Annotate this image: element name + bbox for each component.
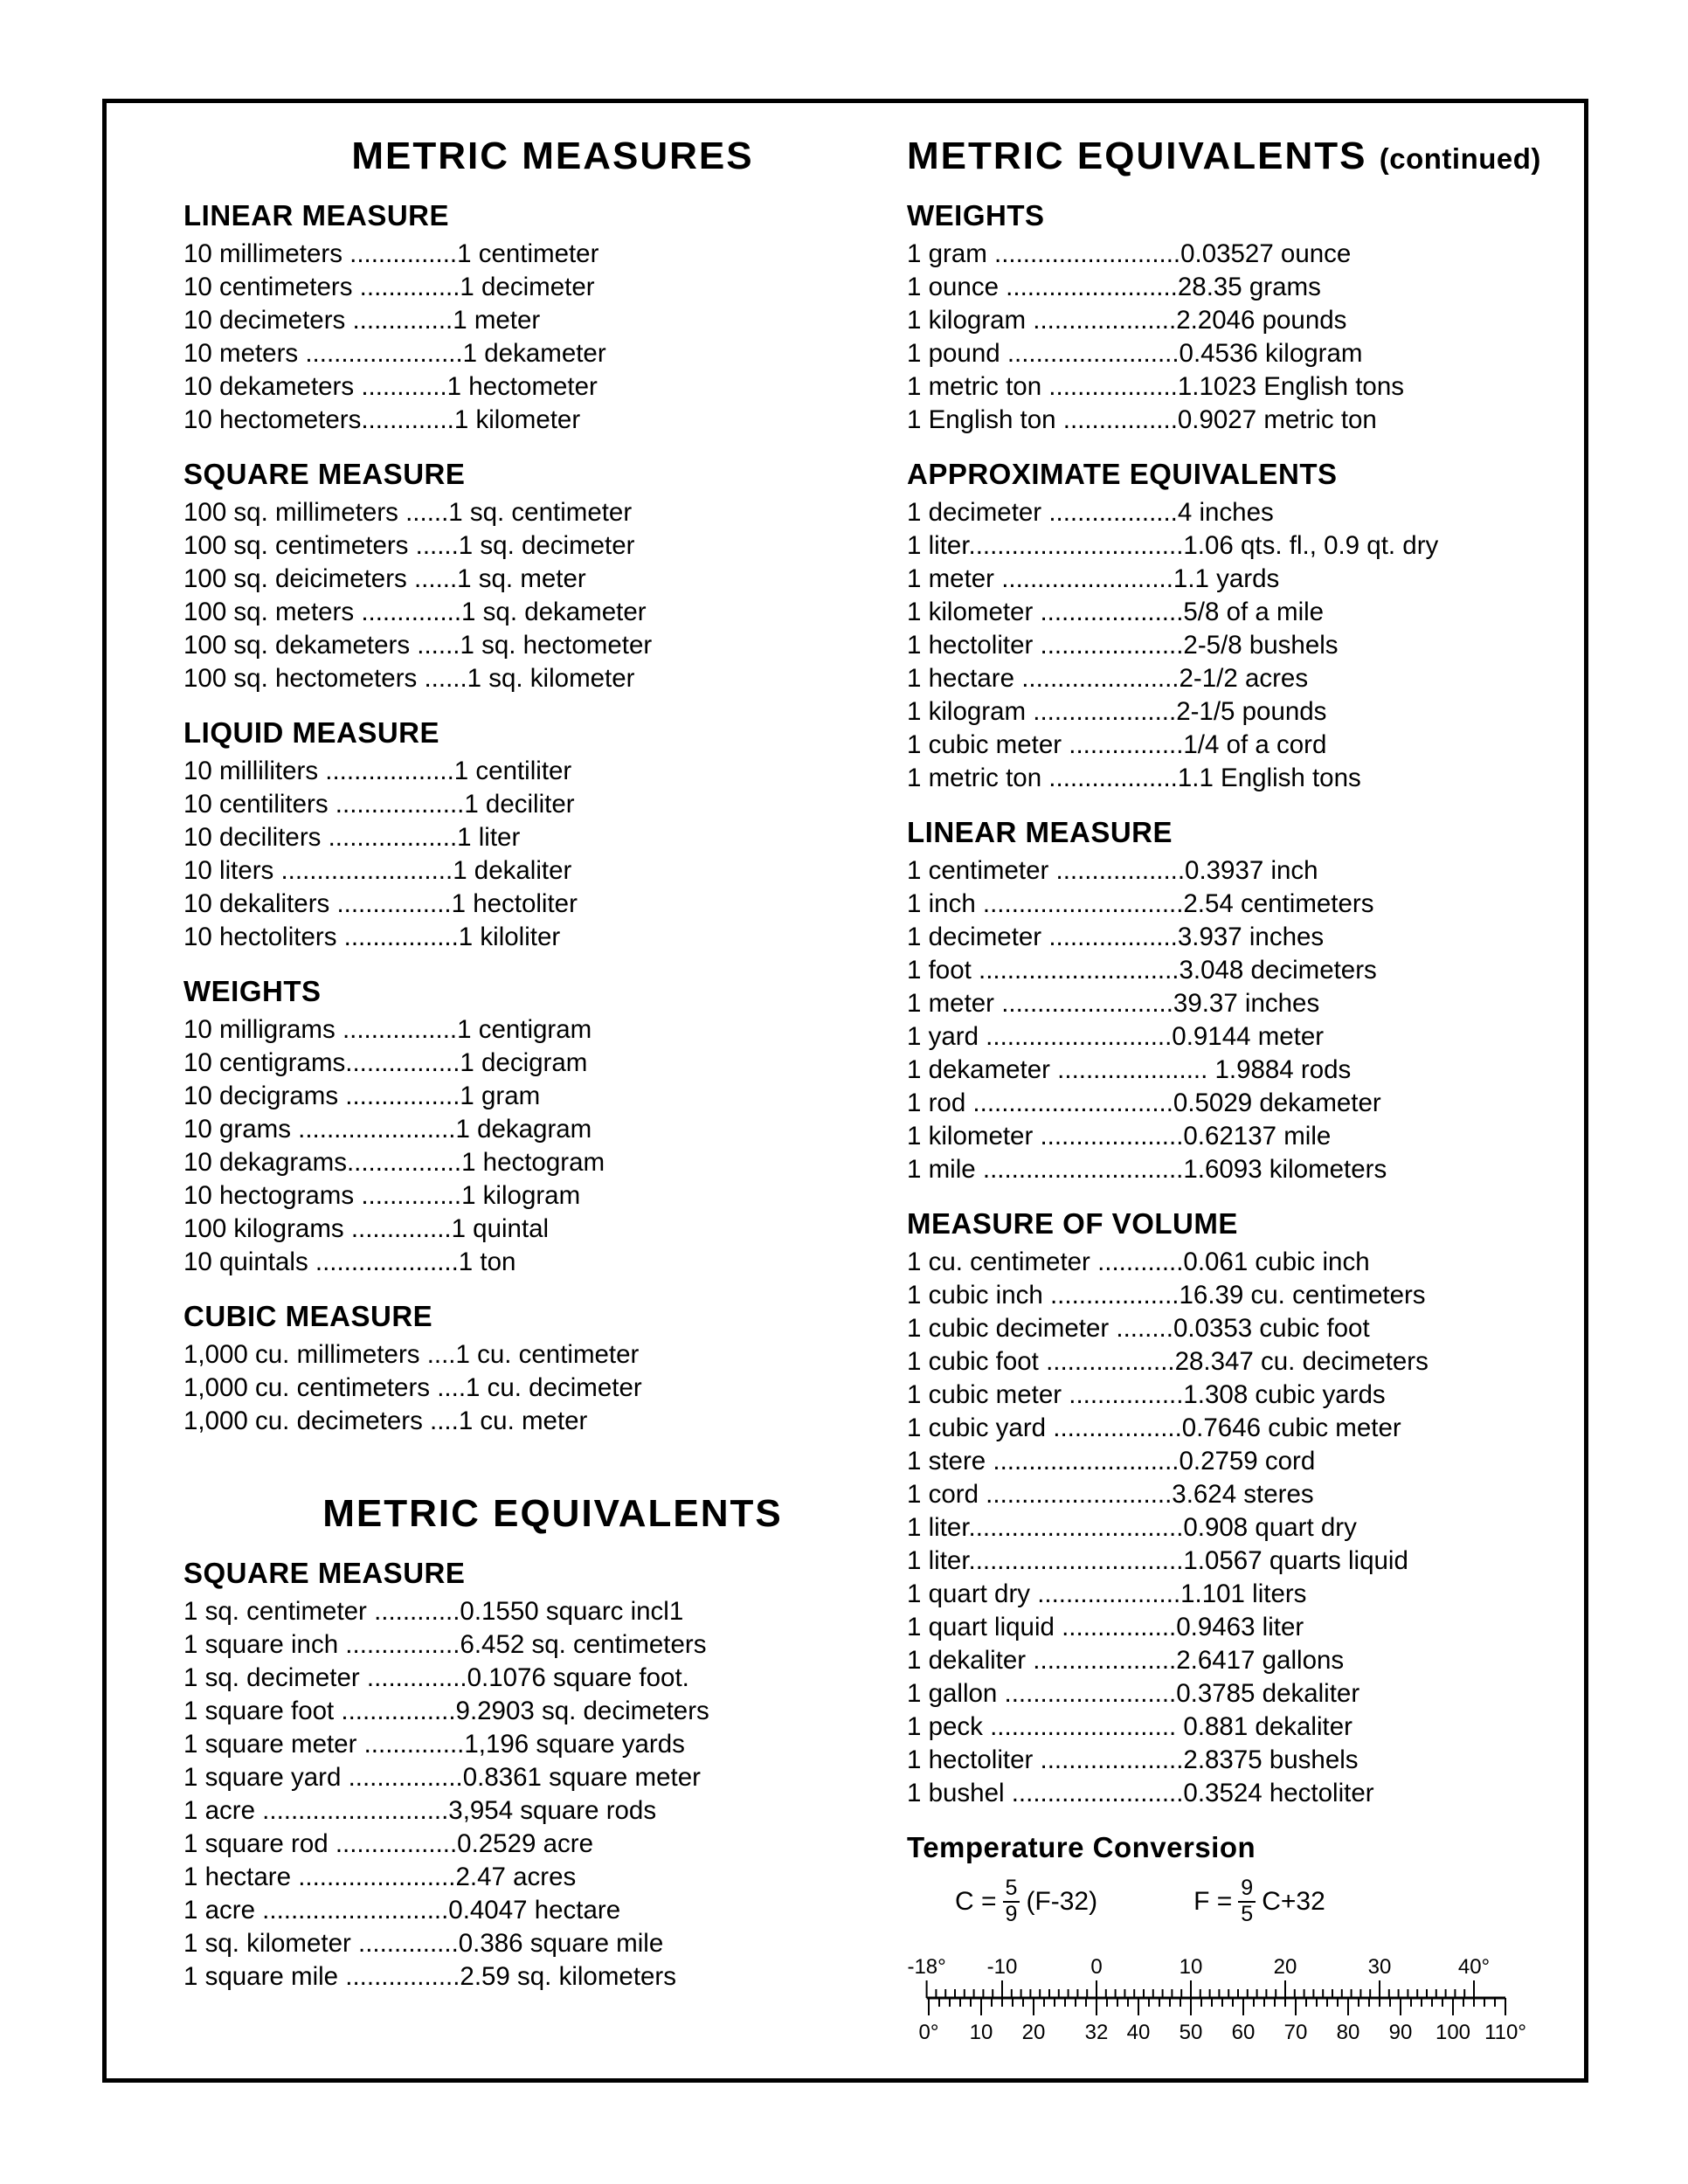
formula-prefix: F =	[1193, 1886, 1233, 1916]
conversion-row: 1 kilometer ....................5/8 of a mile	[907, 598, 1325, 626]
section-heading: LINEAR MEASURE	[183, 199, 450, 232]
conversion-row: 1 cubic inch ..................16.39 cu. centimeters	[907, 1281, 1426, 1310]
conversion-row: 1,000 cu. millimeters ....1 cu. centimeter	[183, 1340, 640, 1369]
conversion-row: 1 meter ........................39.37 inches	[907, 989, 1320, 1018]
conversion-row: 1 kilogram ....................2-1/5 pounds	[907, 697, 1327, 726]
measure-section	[183, 199, 922, 437]
conversion-row: 10 millimeters ...............1 centimeter	[183, 239, 599, 268]
conversion-row: 1 cubic foot ..................28.347 cu. decimeters	[907, 1347, 1429, 1376]
formula-prefix: C =	[955, 1886, 997, 1916]
celsius-label: 0	[1090, 1955, 1103, 1979]
metric-equivalents-continued-title	[907, 135, 1595, 178]
conversion-row: 100 sq. millimeters ......1 sq. centimeter	[183, 498, 633, 527]
celsius-label: 20	[1273, 1955, 1297, 1979]
conversion-row: 10 milligrams ................1 centigram	[183, 1015, 592, 1044]
right-title-suffix: (continued)	[1379, 142, 1541, 175]
conversion-row: 1 cubic decimeter ........0.0353 cubic foot	[907, 1314, 1370, 1343]
conversion-row: 10 centiliters ..................1 deciliter	[183, 790, 575, 819]
formula-suffix: (F-32)	[1026, 1886, 1098, 1916]
conversion-row: 1 cubic meter ................1/4 of a cord	[907, 730, 1327, 759]
fahrenheit-label: 70	[1283, 2021, 1308, 2044]
conversion-row: 1 decimeter ..................4 inches	[907, 498, 1274, 527]
fahrenheit-label: 32	[1084, 2021, 1109, 2044]
conversion-row: 1 meter ........................1.1 yards	[907, 564, 1280, 593]
conversion-row: 1,000 cu. decimeters ....1 cu. meter	[183, 1406, 588, 1435]
temperature-formula	[955, 1876, 1097, 1926]
conversion-row: 1 liter..............................1.06 qts. fl., 0.9 qt. dry	[907, 531, 1439, 560]
fahrenheit-label: 40	[1126, 2021, 1151, 2044]
fahrenheit-label: 50	[1179, 2021, 1203, 2044]
measure-section	[907, 458, 1595, 795]
fahrenheit-label: 100	[1435, 2021, 1471, 2044]
left-column	[183, 129, 922, 1994]
measure-section	[183, 975, 922, 1279]
conversion-row: 1,000 cu. centimeters ....1 cu. decimeter	[183, 1373, 642, 1402]
conversion-row: 1 stere ..........................0.2759 cord	[907, 1447, 1316, 1476]
celsius-label: 40°	[1457, 1955, 1491, 1979]
section-heading: WEIGHTS	[183, 975, 322, 1007]
conversion-row: 100 sq. dekameters ......1 sq. hectometer	[183, 631, 653, 660]
conversion-row: 10 dekameters ............1 hectometer	[183, 372, 598, 401]
metric-equivalents-continued-sections	[907, 199, 1595, 1810]
conversion-row: 100 sq. meters ..............1 sq. dekameter	[183, 598, 647, 626]
conversion-row: 10 deciliters ..................1 liter	[183, 823, 521, 852]
conversion-row: 10 liters ........................1 dekaliter	[183, 856, 572, 885]
temperature-scale	[907, 1952, 1527, 2044]
fraction	[1238, 1876, 1256, 1926]
conversion-row: 1 liter..............................0.908 quart dry	[907, 1513, 1357, 1542]
metric-equivalents-sections	[183, 1557, 922, 1994]
fahrenheit-label: 110°	[1484, 2021, 1526, 2044]
fraction-numerator: 9	[1238, 1876, 1256, 1903]
conversion-row: 10 hectoliters ................1 kiloliter	[183, 923, 561, 951]
section-heading: MEASURE OF VOLUME	[907, 1207, 1238, 1240]
measure-section	[183, 1557, 922, 1994]
section-heading: LIQUID MEASURE	[183, 716, 440, 749]
conversion-row: 1 sq. kilometer ..............0.386 square mile	[183, 1929, 664, 1958]
celsius-label: 10	[1179, 1955, 1203, 1979]
conversion-row: 1 square rod .................0.2529 acre	[183, 1829, 593, 1858]
page-border-frame	[102, 99, 1588, 2083]
conversion-row: 10 milliliters ..................1 centiliter	[183, 757, 572, 785]
conversion-row: 1 gallon ........................0.3785 dekaliter	[907, 1679, 1360, 1708]
conversion-row: 100 sq. hectometers ......1 sq. kilometer	[183, 664, 635, 693]
temperature-conversion-block	[907, 1831, 1595, 2044]
conversion-row: 10 quintals ....................1 ton	[183, 1248, 516, 1276]
measure-section	[183, 716, 922, 954]
conversion-row: 1 pound ........................0.4536 kilogram	[907, 339, 1363, 368]
conversion-row: 1 hectoliter ....................2-5/8 bushels	[907, 631, 1339, 660]
conversion-row: 1 hectare ......................2.47 acres	[183, 1863, 577, 1891]
conversion-row: 1 square mile ................2.59 sq. kilometers	[183, 1962, 677, 1991]
conversion-row: 100 kilograms ..............1 quintal	[183, 1214, 550, 1243]
conversion-row: 10 centimeters ..............1 decimeter	[183, 273, 595, 301]
fahrenheit-label: 20	[1021, 2021, 1046, 2044]
conversion-row: 1 dekameter ..................... 1.9884 rods	[907, 1055, 1352, 1084]
metric-equivalents-title: METRIC EQUIVALENTS	[322, 1492, 783, 1535]
measure-section	[907, 199, 1595, 437]
section-heading: WEIGHTS	[907, 199, 1045, 232]
section-heading: LINEAR MEASURE	[907, 816, 1173, 848]
conversion-row: 1 square foot ................9.2903 sq. decimeters	[183, 1697, 709, 1725]
conversion-row: 1 ounce ........................28.35 grams	[907, 273, 1321, 301]
conversion-row: 1 acre ..........................0.4047 hectare	[183, 1896, 621, 1925]
conversion-row: 1 kilometer ....................0.62137 mile	[907, 1122, 1332, 1151]
conversion-row: 1 quart dry ....................1.101 liters	[907, 1579, 1307, 1608]
conversion-row: 10 hectometers.............1 kilometer	[183, 405, 581, 434]
conversion-row: 1 acre ..........................3,954 square rods	[183, 1796, 657, 1825]
conversion-row: 1 peck .......................... 0.881 dekaliter	[907, 1712, 1352, 1741]
conversion-row: 1 liter..............................1.0567 quarts liquid	[907, 1546, 1408, 1575]
conversion-row: 10 dekagrams................1 hectogram	[183, 1148, 605, 1177]
conversion-row: 1 rod ............................0.5029 dekameter	[907, 1089, 1381, 1117]
conversion-row: 100 sq. centimeters ......1 sq. decimeter	[183, 531, 635, 560]
fahrenheit-label: 10	[969, 2021, 993, 2044]
conversion-row: 10 centigrams................1 decigram	[183, 1048, 588, 1077]
conversion-row: 1 centimeter ..................0.3937 inch	[907, 856, 1318, 885]
conversion-row: 1 cubic meter ................1.308 cubic yards	[907, 1380, 1386, 1409]
celsius-label: -18°	[907, 1955, 946, 1979]
conversion-row: 1 sq. centimeter ............0.1550 squarc incl1	[183, 1597, 684, 1626]
formula-suffix: C+32	[1262, 1886, 1325, 1916]
fraction-denominator: 5	[1241, 1901, 1254, 1926]
fahrenheit-label: 60	[1231, 2021, 1256, 2044]
conversion-row: 1 decimeter ..................3.937 inches	[907, 923, 1325, 951]
measure-section	[183, 1300, 922, 1438]
conversion-row: 1 yard ..........................0.9144 meter	[907, 1022, 1325, 1051]
fahrenheit-label: 0°	[918, 2021, 939, 2044]
celsius-label: -10	[986, 1955, 1018, 1979]
conversion-row: 10 decigrams ................1 gram	[183, 1082, 541, 1110]
temperature-formulas	[955, 1876, 1595, 1926]
conversion-row: 1 foot ............................3.048 decimeters	[907, 956, 1377, 985]
fraction-denominator: 9	[1005, 1901, 1018, 1926]
conversion-row: 1 hectoliter ....................2.8375 bushels	[907, 1745, 1359, 1774]
conversion-row: 100 sq. deicimeters ......1 sq. meter	[183, 564, 586, 593]
conversion-row: 1 hectare ......................2-1/2 acres	[907, 664, 1309, 693]
conversion-row: 1 English ton ................0.9027 metric ton	[907, 405, 1377, 434]
conversion-row: 1 cu. centimeter ............0.061 cubic inch	[907, 1248, 1370, 1276]
fraction-numerator: 5	[1003, 1876, 1020, 1903]
conversion-row: 1 square meter ..............1,196 square yards	[183, 1730, 685, 1759]
conversion-row: 10 decimeters ..............1 meter	[183, 306, 541, 335]
conversion-row: 1 dekaliter ....................2.6417 gallons	[907, 1646, 1345, 1675]
fraction	[1003, 1876, 1020, 1926]
measure-section	[907, 1207, 1595, 1810]
conversion-row: 1 quart liquid ................0.9463 liter	[907, 1613, 1304, 1641]
measure-section	[183, 458, 922, 695]
conversion-row: 1 inch ............................2.54 centimeters	[907, 889, 1374, 918]
conversion-row: 1 gram ..........................0.03527 ounce	[907, 239, 1352, 268]
conversion-row: 10 grams ......................1 dekagram	[183, 1115, 592, 1144]
metric-measures-title: METRIC MEASURES	[351, 135, 754, 177]
conversion-row: 1 cubic yard ..................0.7646 cubic meter	[907, 1413, 1401, 1442]
conversion-row: 10 dekaliters ................1 hectoliter	[183, 889, 578, 918]
conversion-row: 10 hectograms ..............1 kilogram	[183, 1181, 581, 1210]
right-column	[907, 129, 1595, 2044]
section-heading: APPROXIMATE EQUIVALENTS	[907, 458, 1338, 490]
conversion-row: 1 metric ton ..................1.1 English tons	[907, 764, 1361, 792]
celsius-label: 30	[1367, 1955, 1392, 1979]
fahrenheit-label: 80	[1336, 2021, 1360, 2044]
conversion-row: 1 sq. decimeter ..............0.1076 square foot.	[183, 1663, 689, 1692]
section-heading: SQUARE MEASURE	[183, 1557, 466, 1589]
conversion-row: 1 metric ton ..................1.1023 English tons	[907, 372, 1404, 401]
section-heading: SQUARE MEASURE	[183, 458, 466, 490]
metric-measures-sections	[183, 199, 922, 1438]
conversion-row: 1 cord ..........................3.624 steres	[907, 1480, 1314, 1509]
conversion-row: 1 mile ............................1.6093 kilometers	[907, 1155, 1387, 1184]
conversion-row: 1 square yard ................0.8361 square meter	[183, 1763, 701, 1792]
conversion-row: 1 bushel ........................0.3524 hectoliter	[907, 1779, 1374, 1807]
conversion-row: 1 kilogram ....................2.2046 pounds	[907, 306, 1347, 335]
conversion-row: 10 meters ......................1 dekameter	[183, 339, 606, 368]
section-heading: CUBIC MEASURE	[183, 1300, 433, 1332]
right-title-main: METRIC EQUIVALENTS	[907, 135, 1367, 177]
temperature-formula	[1193, 1876, 1325, 1926]
fahrenheit-label: 90	[1388, 2021, 1413, 2044]
measure-section	[907, 816, 1595, 1186]
temperature-heading: Temperature Conversion	[907, 1831, 1256, 1863]
conversion-row: 1 square inch ................6.452 sq. centimeters	[183, 1630, 707, 1659]
